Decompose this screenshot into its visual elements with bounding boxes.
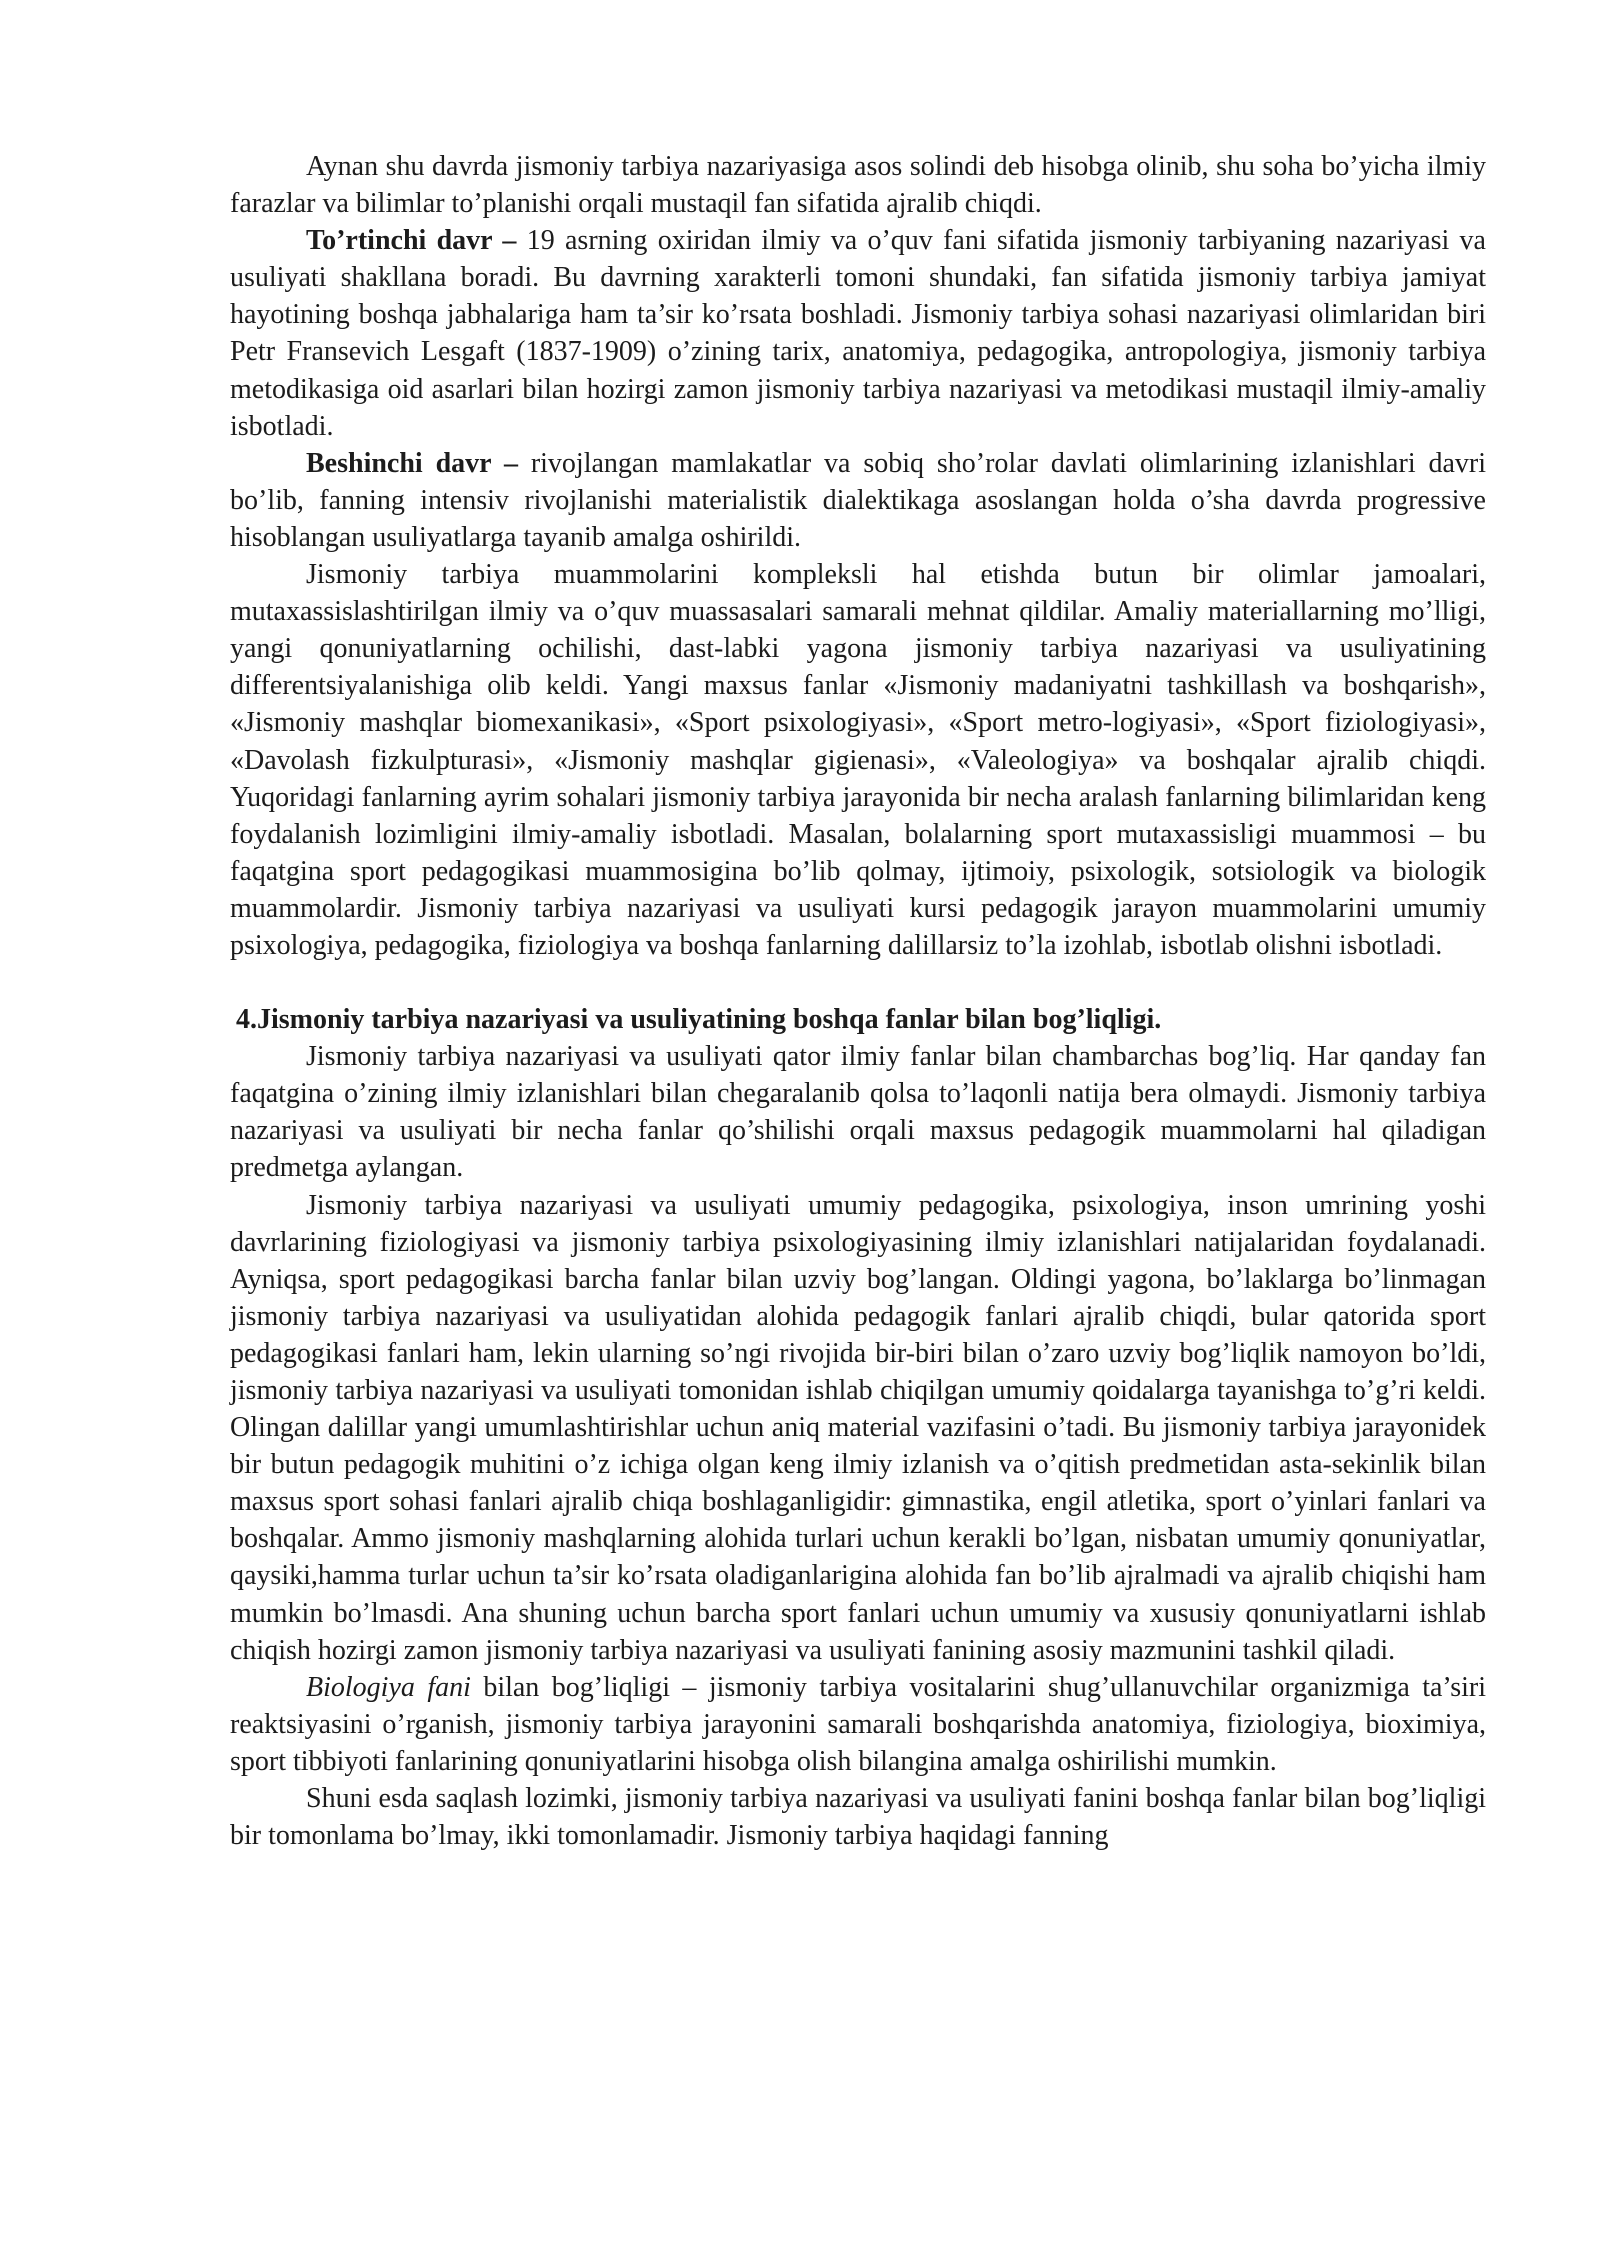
paragraph	[230, 1038, 1486, 1186]
paragraph-text: Shuni esda saqlash lozimki, jismoniy tarbiya nazariyasi va usuliyati fanini boshqa fanlar bilan bog’liqligi bir tomonlama bo’lmay, ikki tomonlamadir. Jismoniy tarbiya haqidagi fanning	[230, 1783, 1486, 1852]
document-page	[230, 148, 1486, 1854]
paragraph-lead-italic: Biologiya fani	[306, 1671, 471, 1703]
paragraph-lead: To’rtinchi davr –	[306, 225, 517, 257]
paragraph-text: Jismoniy tarbiya muammolarini kompleksli hal etishda butun bir olimlar jamoalari, mutaxassislashtirilgan ilmiy va o’quv muassasalari samarali mehnat qildilar. Amaliy materiallarning mo’lligi, yangi qonuniyatlarning ochilishi, dast-labki yagona jismoniy tarbiya nazariyasi va usuliyatining differentsiyalanishiga olib keldi. Yangi maxsus fanlar «Jismoniy madaniyatni tashkillash va boshqarish», «Jismoniy mashqlar biomexanikasi», «Sport psixologiyasi», «Sport metro-logiyasi», «Sport fiziologiyasi», «Davolash fizkulpturasi», «Jismoniy mashqlar gigienasi», «Valeologiya» va boshqalar ajralib chiqdi. Yuqoridagi fanlarning ayrim sohalari jismoniy tarbiya jarayonida bir necha aralash fanlarning bilimlaridan keng foydalanish lozimligini ilmiy-amaliy isbotladi. Masalan, bolalarning sport mutaxassisligi muammosi – bu faqatgina sport pedagogikasi muammosigina bo’lib qolmay, ijtimoiy, psixologik, sotsiologik va biologik muammolardir. Jismoniy tarbiya nazariyasi va usuliyati kursi pedagogik jarayon muammolarini umumiy psixologiya, pedagogika, fiziologiya va boshqa fanlarning dalillarsiz to’la izohlab, isbotlab olishni isbotladi.	[230, 559, 1486, 961]
paragraph	[230, 445, 1486, 556]
paragraph	[230, 148, 1486, 222]
paragraph-text: rivojlangan mamlakatlar va sobiq sho’rolar davlati olimlarining izlanishlari davri bo’lib, fanning intensiv rivojlanishi materialistik dialektikaga asoslangan holda o’sha davrda progressive hisoblangan usuliyatlarga tayanib amalga oshirildi.	[230, 447, 1486, 553]
paragraph-text: Jismoniy tarbiya nazariyasi va usuliyati qator ilmiy fanlar bilan chambarchas bog’liq. Har qanday fan faqatgina o’zining ilmiy izlanishlari bilan chegaralanib qolsa to’laqonli natija bera olmaydi. Jismoniy tarbiya nazariyasi va usuliyati bir necha fanlar qo’shilishi orqali maxsus pedagogik muammolarni hal qiladigan predmetga aylangan.	[230, 1041, 1486, 1184]
paragraph	[230, 1187, 1486, 1669]
paragraph-text: Jismoniy tarbiya nazariyasi va usuliyati umumiy pedagogika, psixologiya, inson umrining yoshi davrlarining fiziologiyasi va jismoniy tarbiya psixologiyasining ilmiy izlanishlari natijalaridan foydalanadi. Ayniqsa, sport pedagogikasi barcha fanlar bilan uzviy bog’langan. Oldingi yagona, bo’laklarga bo’linmagan jismoniy tarbiya nazariyasi va usuliyatidan alohida pedagogik fanlari ajralib chiqdi, bular qatorida sport pedagogikasi fanlari ham, lekin ularning so’ngi rivojida bir-biri bilan o’zaro uzviy bog’liqlik namoyon bo’ldi, jismoniy tarbiya nazariyasi va usuliyati tomonidan ishlab chiqilgan umumiy qoidalarga tayanishga to’g’ri keldi. Olingan dalillar yangi umumlashtirishlar uchun aniq material vazifasini o’tadi. Bu jismoniy tarbiya jarayonidek bir butun pedagogik muhitini o’z ichiga olgan keng ilmiy izlanish va o’qitish predmetidan asta-sekinlik bilan maxsus sport sohasi fanlari ajralib chiqa boshlaganligidir: gimnastika, engil atletika, sport o’yinlari fanlari va boshqalar. Ammo jismoniy mashqlarning alohida turlari uchun kerakli bo’lgan, nisbatan umumiy qonuniyatlar, qaysiki,hamma turlar uchun ta’sir ko’rsata oladiganlarigina alohida fan bo’lib ajralmadi va ajralib chiqishi ham mumkin bo’lmasdi. Ana shuning uchun barcha sport fanlari uchun umumiy va xususiy qonuniyatlarni ishlab chiqish hozirgi zamon jismoniy tarbiya nazariyasi va usuliyati fanining asosiy mazmunini tashkil qiladi.	[230, 1189, 1486, 1666]
paragraph	[230, 1780, 1486, 1854]
section-heading: 4.Jismoniy tarbiya nazariyasi va usuliyatining boshqa fanlar bilan bog’liqligi.	[236, 1004, 1162, 1036]
paragraph-text: 19 asrning oxiridan ilmiy va o’quv fani sifatida jismoniy tarbiyaning nazariyasi va usuliyati shakllana boradi. Bu davrning xarakterli tomoni shundaki, fan sifatida jismoniy tarbiya jamiyat hayotining boshqa jabhalariga ham ta’sir ko’rsata boshladi. Jismoniy tarbiya sohasi nazariyasi olimlaridan biri Petr Fransevich Lesgaft (1837-1909) o’zining tarix, anatomiya, pedagogika, antropologiya, jismoniy tarbiya metodikasiga oid asarlari bilan hozirgi zamon jismoniy tarbiya nazariyasi va metodikasi mustaqil ilmiy-amaliy isbotladi.	[230, 225, 1486, 442]
paragraph	[230, 556, 1486, 964]
paragraph	[230, 222, 1486, 445]
paragraph-text: bilan bog’liqligi – jismoniy tarbiya vositalarini shug’ullanuvchilar organizmiga ta’siri reaktsiyasini o’rganish, jismoniy tarbiya jarayonini samarali boshqarishda anatomiya, fiziologiya, bioximiya, sport tibbiyoti fanlarining qonuniyatlarini hisobga olish bilangina amalga oshirilishi mumkin.	[230, 1671, 1486, 1777]
paragraph-text: Aynan shu davrda jismoniy tarbiya nazariyasiga asos solindi deb hisobga olinib, shu soha bo’yicha ilmiy farazlar va bilimlar to’planishi orqali mustaqil fan sifatida ajralib chiqdi.	[230, 151, 1486, 220]
paragraph-lead: Beshinchi davr –	[306, 447, 518, 479]
paragraph	[230, 1669, 1486, 1780]
